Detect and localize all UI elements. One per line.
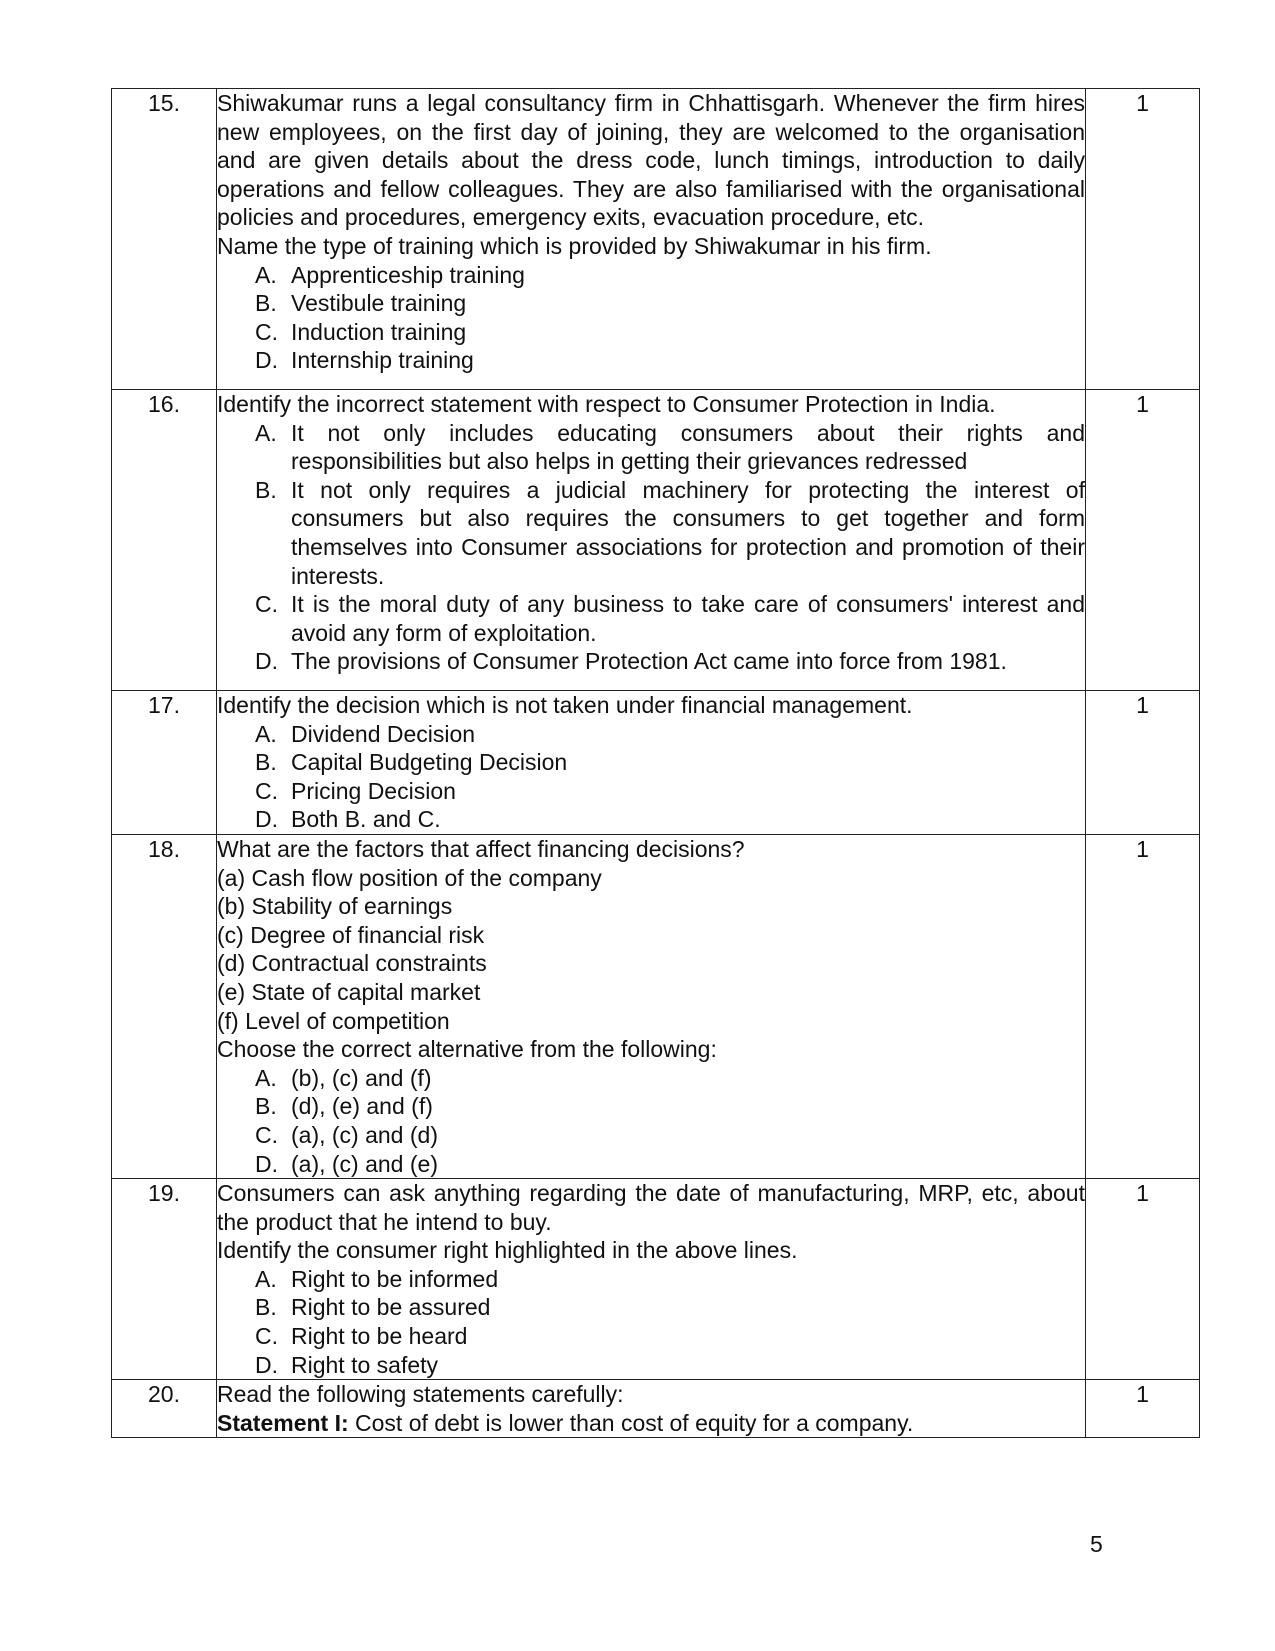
question-mark: 1 [1086,390,1200,691]
question-number: 17. [112,691,217,835]
question-row [112,834,1200,1178]
question-row [112,390,1200,691]
option [255,777,1085,806]
option-letter: A. [255,1064,277,1091]
option-text: It not only includes educating consumers about their rights and responsibilities but also helps in getting their grievances redressed [291,419,1085,475]
option-text: Capital Budgeting Decision [291,749,568,776]
option-text: Induction training [291,318,467,345]
factor-item: (b) Stability of earnings [217,893,453,920]
question-mark: 1 [1086,691,1200,835]
option-text: Pricing Decision [291,777,456,804]
option-text: It not only requires a judicial machinery for protecting the interest of consumers but also requires the consumers to get together and form themselves into Consumer associations for protection and promotion of their interests. [291,476,1085,589]
option-text: (a), (c) and (e) [291,1150,438,1177]
question-row [112,1179,1200,1380]
question-prompt: Choose the correct alternative from the following: [217,1036,717,1063]
option [255,1064,1085,1093]
question-body [217,834,1086,1178]
question-prompt: Identify the consumer right highlighted in the above lines. [217,1237,798,1264]
option [255,261,1085,290]
option-text: Dividend Decision [291,720,476,747]
option-letter: A. [255,720,277,747]
question-body [217,1380,1086,1438]
option-text: Both B. and C. [291,806,441,833]
question-number: 15. [112,89,217,390]
option-letter: B. [255,476,277,503]
option-letter: C. [255,1323,278,1350]
factor-item: (d) Contractual constraints [217,950,487,977]
statement-label: Statement I: [217,1409,349,1436]
question-mark: 1 [1086,1380,1200,1438]
option [255,1322,1085,1351]
factor-item: (f) Level of competition [217,1007,450,1034]
option-text: Apprenticeship training [291,261,525,288]
option-text: (d), (e) and (f) [291,1093,433,1120]
option [255,647,1085,676]
option [255,289,1085,318]
option [255,1293,1085,1322]
question-stem: Identify the incorrect statement with respect to Consumer Protection in India. [217,391,996,417]
option [255,1092,1085,1121]
question-row [112,691,1200,835]
option [255,346,1085,375]
question-body [217,390,1086,691]
option-letter: B. [255,1294,277,1321]
option-letter: A. [255,419,277,446]
question-number: 20. [112,1380,217,1438]
question-number: 18. [112,834,217,1178]
question-prompt: Name the type of training which is provided by Shiwakumar in his firm. [217,232,932,259]
option-text: It is the moral duty of any business to take care of consumers' interest and avoid any form of exploitation. [291,591,1085,646]
question-stem: Identify the decision which is not taken under financial management. [217,692,913,718]
question-row [112,89,1200,390]
option-text: Right to be assured [291,1294,491,1321]
statement-text: Cost of debt is lower than cost of equity for a company. [348,1409,914,1436]
option-text: Right to be informed [291,1265,499,1292]
option-text: Internship training [291,347,474,374]
option [255,1150,1085,1179]
option-letter: B. [255,1093,277,1120]
question-stem: Shiwakumar runs a legal consultancy firm in Chhattisgarh. Whenever the firm hires new employees, on the first day of joining, they are welcomed to the organisation and are given details about the dress code, lunch timings, introduction to daily operations and fellow colleagues. They are also familiarised with the organisational policies and procedures, emergency exits, evacuation procedure, etc. [217,90,1085,231]
question-mark: 1 [1086,89,1200,390]
question-stem: Consumers can ask anything regarding the date of manufacturing, MRP, etc, about the product that he intend to buy. [217,1180,1085,1235]
question-body [217,89,1086,390]
question-body [217,691,1086,835]
option-text: Right to safety [291,1351,439,1378]
option-letter: A. [255,261,277,288]
option-letter: B. [255,749,277,776]
option-letter: B. [255,290,277,317]
option-letter: A. [255,1265,277,1292]
option-letter: C. [255,777,278,804]
option [255,1121,1085,1150]
option-letter: D. [255,648,278,675]
option-letter: D. [255,347,278,374]
option-letter: D. [255,1150,278,1177]
option-letter: D. [255,806,278,833]
option [255,748,1085,777]
statement-line [217,1409,1085,1438]
option-text: The provisions of Consumer Protection Act came into force from 1981. [291,648,1007,675]
option [255,1265,1085,1294]
question-number: 16. [112,390,217,691]
question-body [217,1179,1086,1380]
questions-table [111,88,1200,1438]
option-letter: C. [255,591,278,618]
option-letter: C. [255,1121,278,1148]
option [255,476,1085,590]
option [255,720,1085,749]
question-number: 19. [112,1179,217,1380]
option-text: Vestibule training [291,290,467,317]
option-text: (b), (c) and (f) [291,1064,432,1091]
question-stem: What are the factors that affect financing decisions? [217,835,745,862]
option-letter: D. [255,1351,278,1378]
option [255,1351,1085,1380]
option-text: Right to be heard [291,1323,468,1350]
question-row [112,1380,1200,1438]
question-stem: Read the following statements carefully: [217,1381,624,1408]
factor-item: (c) Degree of financial risk [217,921,485,948]
factor-item: (a) Cash flow position of the company [217,864,602,891]
option [255,805,1085,834]
option-letter: C. [255,318,278,345]
question-mark: 1 [1086,834,1200,1178]
page-number: 5 [1090,1531,1103,1557]
option [255,419,1085,476]
option-text: (a), (c) and (d) [291,1121,438,1148]
question-mark: 1 [1086,1179,1200,1380]
factor-item: (e) State of capital market [217,978,481,1005]
option [255,590,1085,647]
option [255,318,1085,347]
